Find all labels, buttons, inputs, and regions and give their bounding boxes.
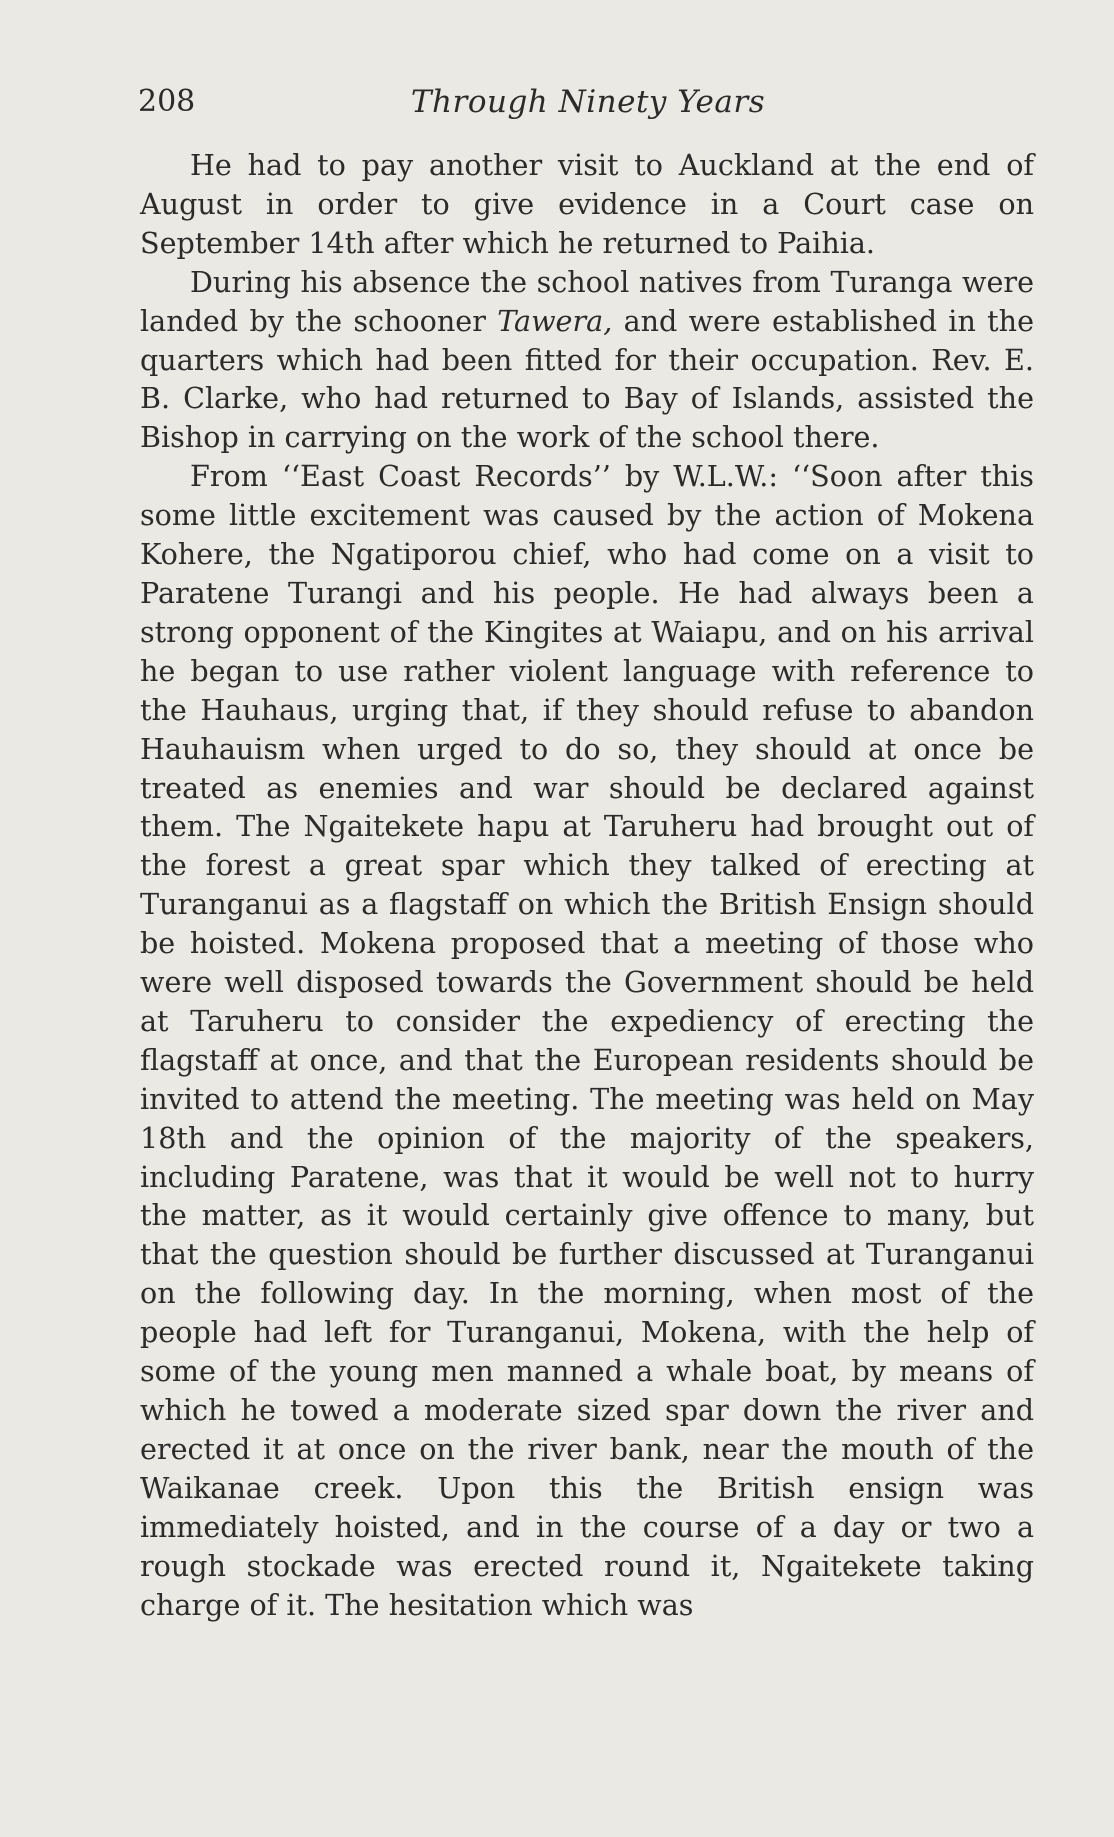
paragraph-east-coast-records: From ‘‘East Coast Records’’ by W.L.W.: ‘‘Soon after this some little excitement was caused by the action of Mokena Kohere, the Ngatiporou chief, who had come on a visit to Paratene Turangi and his people. He had always been a strong opponent of the Kingites at Waiapu, and on his arrival he began to use rather violent language with reference to the Hauhaus, urging that, if they should refuse to abandon Hauhauism when urged to do so, they should at once be treated as enemies and war should be declared against them. The Ngaitekete hapu at Taruheru had brought out of the forest a great spar which they talked of erecting at Turanganui as a flagstaff on which the British Ensign should be hoisted. Mokena proposed that a meeting of those who were well disposed towards the Government should be held at Taruheru to consider the expediency of erecting the flagstaff at once, and that the European residents should be invited to attend the meeting. The meeting was held on May 18th and the opinion of the majority of the speakers, including Paratene, was that it would be well not to hurry the matter, as it would certainly give offence to many, but that the question should be further discussed at Turanganui on the following day. In the morning, when most of the people had left for Turanganui, Mokena, with the help of some of the young men manned a whale boat, by means of which he towed a moderate sized spar down the river and erected it at once on the river bank, near the mouth of the Waikanae creek. Upon this the British ensign was immediately hoisted, and in the course of a day or two a rough stockade was erected round it, Ngaitekete taking charge of it. The hesitation which was [140,459,1034,1622]
running-head [138,80,1038,124]
running-title: Through Ninety Years [410,84,766,120]
body-text [140,146,1034,1624]
paragraph-school-natives-end: and were established in the quarters which had been fitted for their occupation. Rev. E. B. Clarke, who had returned to Bay of Islands, assisted the Bishop in carrying on the work of the school there. [140,303,1034,455]
page-number: 208 [138,84,196,119]
paragraph-school-natives [140,263,1034,458]
paragraph-auckland-visit: He had to pay another visit to Auckland at the end of August in order to give evidence in a Court case on September 14th after which he returned to Paihia. [140,148,1034,260]
paragraph-school-natives-start: During his absence the school natives from Turanga were landed by the schooner [140,264,1034,338]
ship-name: Tawera, [497,303,613,338]
